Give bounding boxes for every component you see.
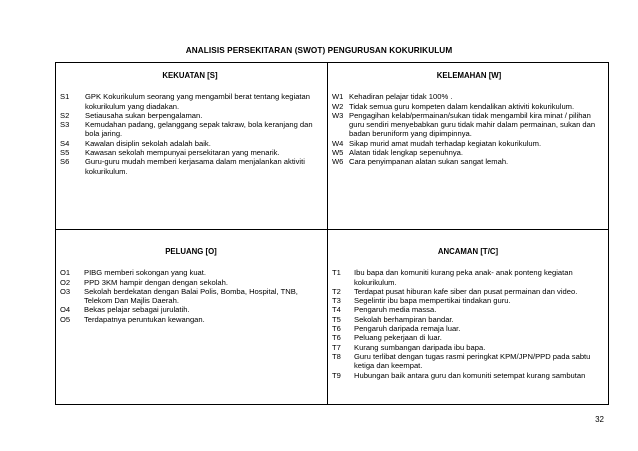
list-item	[332, 268, 604, 287]
item-text: Kehadiran pelajar tidak 100% .	[349, 92, 453, 102]
item-text: Kawalan disiplin sekolah adalah baik.	[85, 138, 211, 148]
item-text: Sekolah berdekatan dengan Balai Polis, Bomba, Hospital, TNB, Telekom Dan Majlis Daerah.	[84, 286, 298, 306]
list-item	[332, 324, 604, 333]
item-code: W1	[332, 92, 344, 102]
item-code: O3	[60, 286, 71, 296]
list-item	[60, 139, 320, 148]
item-text: Pengagihan kelab/permainan/sukan tidak mengambil kira minat / pilihan guru sendiri menyebabkan guru tidak mahir dalam permainan, sukan dan badan beruniform yang dipimpinnya.	[349, 110, 596, 139]
item-code: W5	[332, 148, 344, 158]
threats-heading: ANCAMAN [T/C]	[437, 247, 499, 256]
item-code: T2	[332, 286, 341, 296]
opportunities-list	[60, 268, 322, 324]
item-code: S1	[60, 92, 70, 102]
item-text: Segelintir ibu bapa mempertikai tindakan guru.	[354, 296, 511, 306]
weaknesses-cell	[332, 71, 606, 167]
list-item	[332, 371, 604, 380]
strengths-cell	[60, 71, 320, 176]
item-code: W4	[332, 138, 344, 148]
item-code: O1	[60, 268, 71, 278]
item-code: O4	[60, 305, 71, 315]
column-divider	[327, 63, 328, 404]
weaknesses-heading: KELEMAHAN [W]	[436, 71, 502, 80]
item-code: T7	[332, 342, 341, 352]
swot-table	[55, 62, 609, 405]
opportunities-heading: PELUANG [O]	[165, 247, 217, 256]
list-item	[60, 315, 322, 324]
list-item	[60, 92, 320, 111]
item-code: T8	[332, 351, 341, 361]
item-text: Bekas pelajar sebagai jurulatih.	[84, 305, 190, 315]
item-code: S4	[60, 138, 70, 148]
list-item	[332, 148, 606, 157]
item-text: Pengaruh daripada remaja luar.	[354, 324, 461, 334]
list-item	[332, 305, 604, 314]
item-code: T6	[332, 324, 341, 334]
list-item	[332, 102, 606, 111]
item-code: O5	[60, 314, 71, 324]
item-code: T9	[332, 370, 341, 380]
item-text: PIBG memberi sokongan yang kuat.	[84, 268, 206, 278]
item-text: Tidak semua guru kompeten dalam kendalikan aktiviti kokurikulum.	[349, 101, 575, 111]
opportunities-cell	[60, 247, 322, 324]
item-code: T6	[332, 333, 341, 343]
item-text: Kurang sumbangan daripada ibu bapa.	[354, 342, 486, 352]
list-item	[332, 333, 604, 342]
weaknesses-list	[332, 92, 606, 166]
item-text: Hubungan baik antara guru dan komuniti setempat kurang sambutan	[354, 370, 586, 380]
item-code: W2	[332, 101, 344, 111]
list-item	[60, 278, 322, 287]
item-code: T4	[332, 305, 341, 315]
item-code: S2	[60, 110, 70, 120]
item-code: T1	[332, 268, 341, 278]
item-code: S5	[60, 148, 70, 158]
list-item	[332, 352, 604, 371]
item-text: Alatan tidak lengkap sepenuhnya.	[349, 148, 463, 158]
list-item	[60, 120, 320, 139]
threats-cell	[332, 247, 604, 380]
item-code: O2	[60, 277, 71, 287]
list-item	[60, 287, 322, 306]
list-item	[60, 305, 322, 314]
row-divider	[56, 229, 608, 230]
item-text: PPD 3KM hampir dengan dengan sekolah.	[84, 277, 228, 287]
item-text: Setiausaha sukan berpengalaman.	[85, 110, 203, 120]
item-text: Pengaruh media massa.	[354, 305, 437, 315]
list-item	[332, 315, 604, 324]
item-text: Sekolah berhampiran bandar.	[354, 314, 454, 324]
list-item	[60, 111, 320, 120]
item-text: Terdapat pusat hiburan kafe siber dan pusat permainan dan video.	[354, 286, 578, 296]
item-text: Ibu bapa dan komuniti kurang peka anak- anak ponteng kegiatan kokurikulum.	[354, 268, 573, 287]
item-text: Terdapatnya peruntukan kewangan.	[84, 314, 205, 324]
list-item	[60, 148, 320, 157]
list-item	[332, 92, 606, 101]
item-text: Cara penyimpanan alatan sukan sangat lemah.	[349, 157, 509, 167]
item-code: W6	[332, 157, 344, 167]
page-number: 32	[595, 415, 604, 424]
item-text: Peluang pekerjaan di luar.	[354, 333, 442, 343]
item-text: Sikap murid amat mudah terhadap kegiatan kokurikulum.	[349, 138, 542, 148]
document-title: ANALISIS PERSEKITARAN (SWOT) PENGURUSAN KOKURIKULUM	[185, 46, 453, 55]
item-text: Guru-guru mudah memberi kerjasama dalam menjalankan aktiviti kokurikulum.	[85, 157, 305, 176]
strengths-heading: KEKUATAN [S]	[162, 71, 218, 80]
list-item	[60, 157, 320, 176]
item-text: Kemudahan padang, gelanggang sepak takraw, bola keranjang dan bola jaring.	[85, 120, 313, 139]
list-item	[332, 139, 606, 148]
list-item	[332, 296, 604, 305]
list-item	[332, 287, 604, 296]
item-code: T5	[332, 314, 341, 324]
list-item	[60, 268, 322, 277]
item-text: Kawasan sekolah mempunyai persekitaran yang menarik.	[85, 148, 280, 158]
item-code: W3	[332, 110, 344, 120]
strengths-list	[60, 92, 320, 176]
threats-list	[332, 268, 604, 380]
item-text: GPK Kokurikulum seorang yang mengambil berat tentang kegiatan kokurikulum yang diadakan.	[85, 92, 310, 111]
item-code: T3	[332, 296, 341, 306]
list-item	[332, 343, 604, 352]
item-code: S6	[60, 157, 70, 167]
list-item	[332, 157, 606, 166]
list-item	[332, 111, 606, 139]
item-code: S3	[60, 120, 70, 130]
item-text: Guru terlibat dengan tugas rasmi peringkat KPM/JPN/PPD pada sabtu ketiga dan keempat.	[354, 351, 591, 371]
